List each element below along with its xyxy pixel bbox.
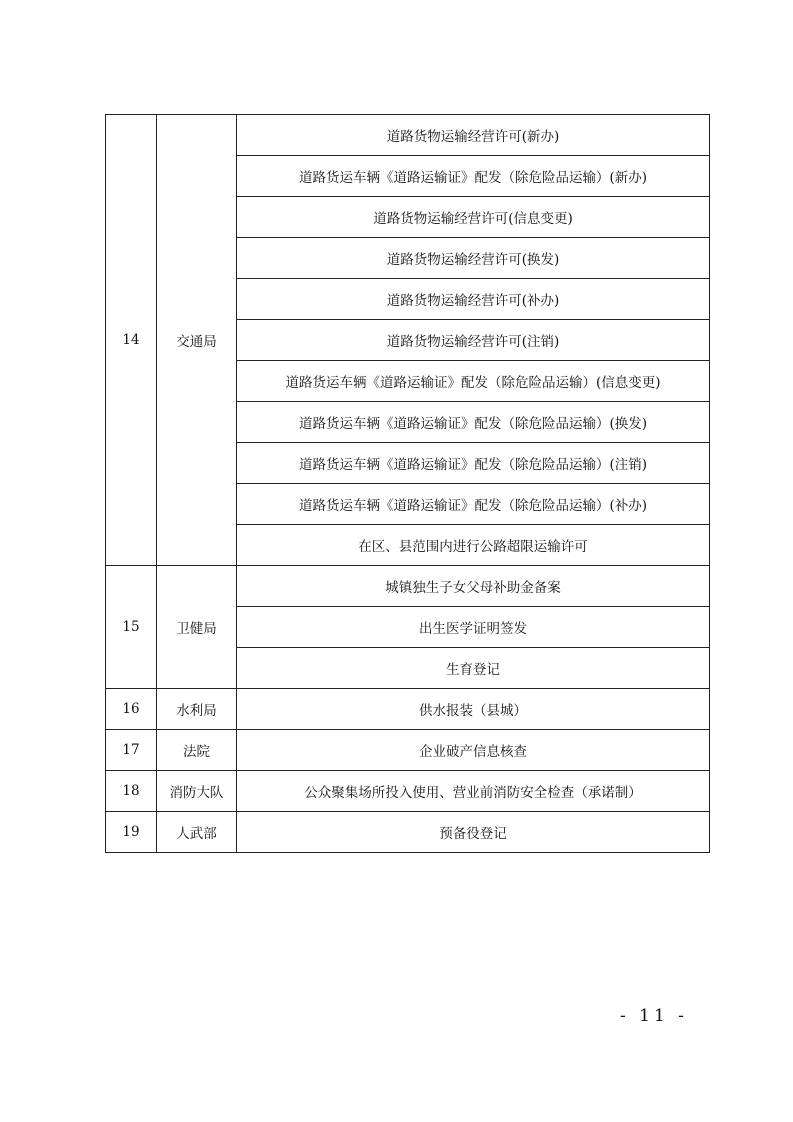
table-body xyxy=(106,115,710,853)
page-number: - 11 - xyxy=(620,1006,688,1026)
service-item: 道路货运车辆《道路运输证》配发（除危险品运输）(信息变更) xyxy=(237,361,710,402)
service-item: 道路货运车辆《道路运输证》配发（除危险品运输）(补办) xyxy=(237,484,710,525)
department-name: 卫健局 xyxy=(157,566,237,689)
service-item: 城镇独生子女父母补助金备案 xyxy=(237,566,710,607)
service-item: 供水报装（县城） xyxy=(237,689,710,730)
service-item: 生育登记 xyxy=(237,648,710,689)
service-item: 公众聚集场所投入使用、营业前消防安全检查（承诺制） xyxy=(237,771,710,812)
service-item: 企业破产信息核查 xyxy=(237,730,710,771)
row-number: 18 xyxy=(106,771,157,812)
department-name: 交通局 xyxy=(157,115,237,566)
service-item: 预备役登记 xyxy=(237,812,710,853)
service-item: 道路货物运输经营许可(补办) xyxy=(237,279,710,320)
service-item: 出生医学证明签发 xyxy=(237,607,710,648)
service-item: 道路货物运输经营许可(换发) xyxy=(237,238,710,279)
row-number: 16 xyxy=(106,689,157,730)
table-row xyxy=(106,689,710,730)
service-item: 道路货运车辆《道路运输证》配发（除危险品运输）(新办) xyxy=(237,156,710,197)
service-items-table xyxy=(105,114,710,853)
row-number: 14 xyxy=(106,115,157,566)
table-row xyxy=(106,771,710,812)
department-name: 水利局 xyxy=(157,689,237,730)
department-name: 法院 xyxy=(157,730,237,771)
table-row xyxy=(106,812,710,853)
table-row xyxy=(106,115,710,156)
service-item: 道路货物运输经营许可(注销) xyxy=(237,320,710,361)
service-item: 道路货运车辆《道路运输证》配发（除危险品运输）(注销) xyxy=(237,443,710,484)
service-item: 在区、县范围内进行公路超限运输许可 xyxy=(237,525,710,566)
department-name: 消防大队 xyxy=(157,771,237,812)
row-number: 17 xyxy=(106,730,157,771)
row-number: 15 xyxy=(106,566,157,689)
service-item: 道路货物运输经营许可(信息变更) xyxy=(237,197,710,238)
service-item: 道路货运车辆《道路运输证》配发（除危险品运输）(换发) xyxy=(237,402,710,443)
row-number: 19 xyxy=(106,812,157,853)
department-name: 人武部 xyxy=(157,812,237,853)
service-item: 道路货物运输经营许可(新办) xyxy=(237,115,710,156)
table-row xyxy=(106,566,710,607)
table-row xyxy=(106,730,710,771)
